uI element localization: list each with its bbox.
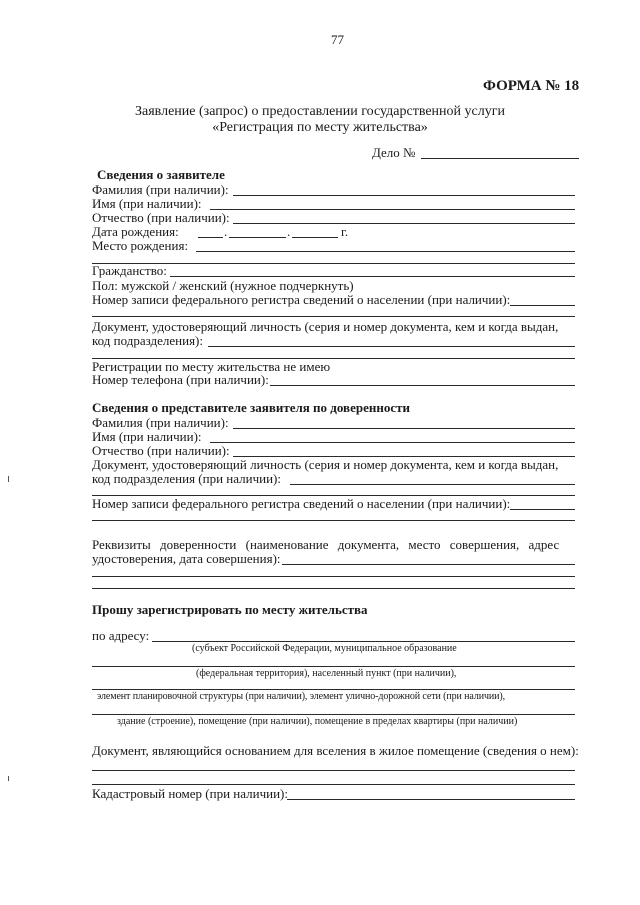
address-hint-2: (федеральная территория), населенный пункт (при наличии),	[196, 668, 457, 679]
birth-year-field[interactable]	[292, 237, 338, 238]
form-label: ФОРМА № 18	[483, 78, 580, 94]
basis-document-field-line-1[interactable]	[92, 770, 575, 771]
applicant-id-document-label: Документ, удостоверяющий личность (серия и номер документа, кем и когда выдан,	[92, 319, 559, 334]
cadastral-number-label: Кадастровый номер (при наличии):	[92, 786, 288, 801]
basis-document-field-line-2[interactable]	[92, 784, 575, 785]
applicant-heading: Сведения о заявителе	[97, 167, 225, 182]
address-hint-4: здание (строение), помещение (при наличии), помещение в пределах квартиры (при наличии)	[117, 716, 518, 727]
applicant-citizenship-label: Гражданство:	[92, 263, 167, 278]
address-field-line-4[interactable]	[92, 714, 575, 715]
applicant-registry-record-field[interactable]	[510, 305, 575, 306]
applicant-citizenship-field[interactable]	[170, 276, 575, 277]
applicant-surname-field[interactable]	[233, 195, 575, 196]
title-line-1: Заявление (запрос) о предоставлении государственной услуги	[135, 104, 505, 119]
power-of-attorney-field-line-2[interactable]	[92, 576, 575, 577]
request-heading: Прошу зарегистрировать по месту жительства	[92, 602, 368, 617]
birth-month-field[interactable]	[229, 237, 286, 238]
birth-date-separator: .	[287, 224, 291, 239]
birth-date-separator: .	[224, 224, 228, 239]
address-field-line-3[interactable]	[92, 689, 575, 690]
applicant-registry-record-label: Номер записи федерального регистра сведений о населении (при наличии):	[92, 292, 511, 307]
applicant-phone-field[interactable]	[270, 385, 575, 386]
representative-registry-record-field[interactable]	[510, 509, 575, 510]
address-label: по адресу:	[92, 628, 150, 643]
power-of-attorney-field[interactable]	[282, 564, 575, 565]
scan-edge-mark	[8, 476, 9, 482]
applicant-sex: Пол: мужской / женский (нужное подчеркнуть)	[92, 278, 354, 293]
cadastral-number-field[interactable]	[287, 799, 575, 800]
power-of-attorney-label-continued: удостоверения, дата совершения):	[92, 551, 281, 566]
applicant-registry-record-field-continued[interactable]	[92, 316, 575, 317]
representative-registry-record-field-continued[interactable]	[92, 520, 575, 521]
representative-id-document-field[interactable]	[290, 484, 575, 485]
birth-day-field[interactable]	[198, 237, 223, 238]
representative-name-field[interactable]	[210, 442, 575, 443]
applicant-birth-date-label: Дата рождения:	[92, 224, 179, 239]
applicant-patronymic-field[interactable]	[233, 223, 575, 224]
representative-surname-field[interactable]	[233, 428, 575, 429]
case-number-label: Дело №	[372, 145, 416, 160]
applicant-name-field[interactable]	[210, 209, 575, 210]
representative-name-label: Имя (при наличии):	[92, 429, 202, 444]
address-hint-1: (субъект Российской Федерации, муниципальное образование	[192, 643, 457, 654]
applicant-phone-label: Номер телефона (при наличии):	[92, 372, 269, 387]
scan-edge-mark	[8, 776, 9, 781]
address-field-line-2[interactable]	[92, 666, 575, 667]
representative-registry-record-label: Номер записи федерального регистра сведений о населении (при наличии):	[92, 496, 511, 511]
address-hint-3: элемент планировочной структуры (при наличии), элемент улично-дорожной сети (при наличии),	[97, 691, 506, 702]
applicant-patronymic-label: Отчество (при наличии):	[92, 210, 230, 225]
representative-patronymic-label: Отчество (при наличии):	[92, 443, 230, 458]
birth-year-suffix: г.	[341, 224, 349, 239]
power-of-attorney-label: Реквизиты доверенности (наименование документа, место совершения, адрес	[92, 537, 560, 552]
title-line-2: «Регистрация по месту жительства»	[212, 120, 428, 135]
case-number-field[interactable]	[421, 158, 579, 159]
representative-id-document-label: Документ, удостоверяющий личность (серия и номер документа, кем и когда выдан,	[92, 457, 559, 472]
no-registration-option[interactable]: Регистрации по месту жительства не имею	[92, 359, 331, 374]
applicant-birth-place-label: Место рождения:	[92, 238, 189, 253]
representative-id-document-label-continued: код подразделения (при наличии):	[92, 471, 281, 486]
applicant-birth-place-field[interactable]	[196, 251, 575, 252]
applicant-name-label: Имя (при наличии):	[92, 196, 202, 211]
representative-surname-label: Фамилия (при наличии):	[92, 415, 229, 430]
address-field-line-1[interactable]	[152, 641, 575, 642]
applicant-id-document-field[interactable]	[208, 346, 575, 347]
applicant-surname-label: Фамилия (при наличии):	[92, 182, 229, 197]
basis-document-label: Документ, являющийся основанием для вселения в жилое помещение (сведения о нем):	[92, 743, 579, 758]
applicant-id-document-label-continued: код подразделения):	[92, 333, 203, 348]
power-of-attorney-field-line-3[interactable]	[92, 588, 575, 589]
representative-heading: Сведения о представителе заявителя по доверенности	[92, 400, 410, 415]
page-number: 77	[331, 32, 344, 47]
